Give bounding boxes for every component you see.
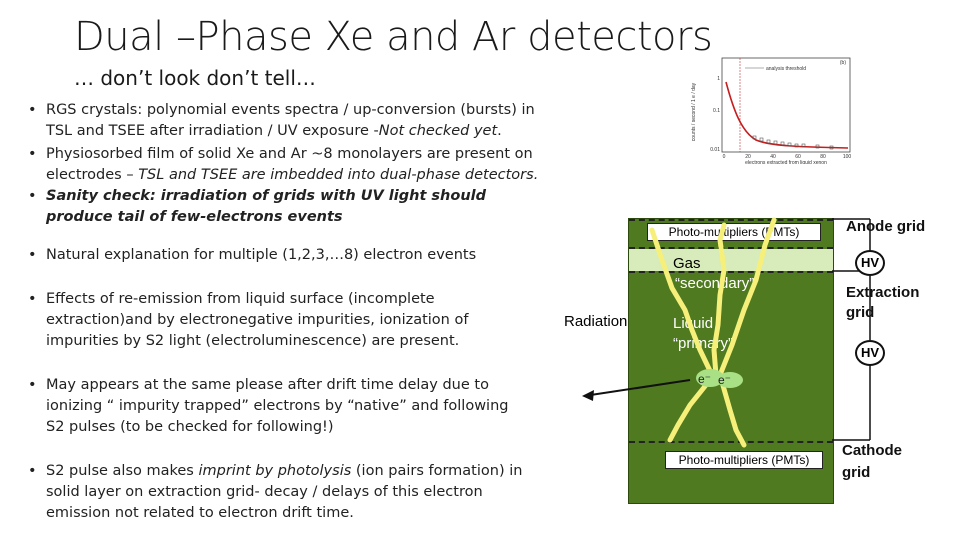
bullet-dot-icon: • (28, 291, 37, 307)
extraction-grid-label-line2: grid (846, 304, 875, 321)
bullet-text-run: . (497, 123, 502, 139)
x-tick: 80 (820, 154, 826, 160)
plot-panel-tag: (b) (839, 60, 846, 66)
arrow-head-icon (582, 390, 594, 401)
bullet-dot-icon: • (28, 102, 37, 118)
bullet-text-run: Effects of re-emission from liquid surface (incomplete extraction)and by electronegative impurities, ionization of impurities by S2 light (electroluminescence) are present. (46, 291, 469, 349)
slide-title: Dual –Phase Xe and Ar detectors (74, 14, 713, 60)
bullet-text (46, 186, 544, 228)
electron-label: e⁻ (718, 373, 732, 387)
bullet-text-run: Natural explanation for multiple (1,2,3,…8) electron events (46, 247, 477, 263)
primary-label: “primary” (673, 335, 733, 352)
inset-spectrum-plot (690, 52, 858, 164)
bullet-text (46, 461, 524, 524)
scintillation-overlay (560, 200, 850, 520)
hv-terminal: HV (855, 340, 885, 366)
x-tick: 100 (842, 154, 852, 160)
anode-grid-label: Anode grid (846, 218, 926, 235)
bullet-item (24, 375, 524, 438)
y-tick: 0.1 (713, 108, 720, 114)
x-tick: 60 (795, 154, 801, 160)
bullet-text (46, 375, 524, 438)
bullet-dot-icon: • (28, 247, 37, 263)
gas-label: Gas (673, 255, 701, 272)
light-rays (652, 220, 774, 445)
bullet-text-run: (ion pairs formation) in solid layer on extraction grid- decay / delays of this electron emission not related to electron drift time. (46, 463, 523, 521)
electron-label: e⁻ (698, 372, 712, 386)
plot-frame (722, 58, 850, 152)
bullet-text (46, 144, 544, 186)
bullet-dot-icon: • (28, 188, 37, 204)
bullet-text-run: S2 pulse also makes (46, 463, 199, 479)
hv-terminal: HV (855, 250, 885, 276)
bullet-text-run: TSL and TSEE are imbedded into dual-phase detectors. (138, 167, 539, 183)
pmt-array-bottom: Photo-multipliers (PMTs) (665, 451, 823, 469)
bullet-item (24, 144, 544, 186)
bullet-item (24, 245, 544, 266)
bullet-dot-icon: • (28, 377, 37, 393)
pmt-array-top: Photo-multipliers (PMTs) (647, 223, 821, 241)
bullet-text-run: Not checked yet (378, 123, 498, 139)
bullet-text (46, 100, 544, 142)
liquid-label: Liquid (673, 315, 714, 332)
bullet-item (24, 186, 544, 228)
bullet-text-run: Sanity check: irradiation of grids with UV light should produce tail of few-electrons events (46, 188, 487, 225)
plot-xlabel: electrons extracted from liquid xenon (745, 160, 827, 164)
x-tick: 20 (745, 154, 751, 160)
bullet-item (24, 461, 524, 524)
radiation-label: Radiation (564, 313, 628, 330)
cathode-grid-label: Cathode (842, 442, 902, 459)
y-tick: 1 (717, 76, 720, 82)
x-tick: 40 (770, 154, 776, 160)
secondary-label: “secondary” (675, 275, 755, 292)
radiation-arrow (584, 380, 690, 396)
threshold-label: analysis threshold (766, 66, 807, 72)
x-tick: 0 (722, 154, 726, 160)
bullet-text-run: RGS crystals: polynomial events spectra / up-conversion (bursts) in TSL and TSEE after irradiation / UV exposure - (46, 102, 535, 139)
y-tick: 0.01 (710, 147, 720, 153)
bullet-dot-icon: • (28, 146, 37, 162)
bullet-text-run: imprint by photolysis (198, 463, 352, 479)
bullet-text-run: May appears at the same please after drift time delay due to ionizing “ impurity trapped” electrons by “native” and following S2 pulses (to be checked for following!) (46, 377, 509, 435)
bullet-item (24, 100, 544, 142)
bullet-dot-icon: • (28, 463, 37, 479)
bullet-text (46, 245, 544, 266)
plot-ylabel: counts / second / 1 e / day (691, 82, 697, 142)
extraction-grid-label: Extraction (846, 284, 920, 301)
cathode-grid-label-line2: grid (842, 464, 871, 481)
bullet-text-run: Physiosorbed film of solid Xe and Ar ~8 monolayers are present on electrodes – (46, 146, 533, 183)
bullet-item (24, 289, 484, 352)
slide-subtitle: … don’t look don’t tell… (74, 66, 316, 90)
bullet-text (46, 289, 484, 352)
